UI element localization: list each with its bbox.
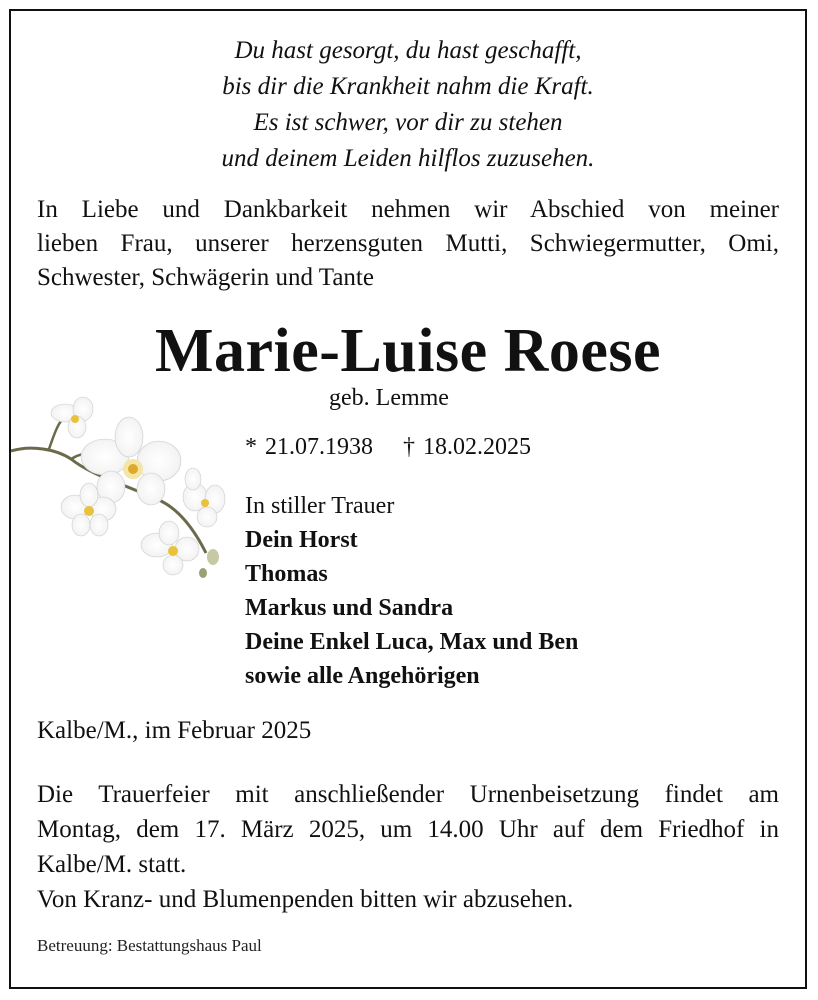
- mourner-name: Markus und Sandra: [245, 595, 454, 621]
- funeral-home-credit: Betreuung: Bestattungshaus Paul: [37, 936, 262, 955]
- poem-line: und deinem Leiden hilflos zuzusehen.: [221, 145, 595, 172]
- service-line: Kalbe/M. statt.: [37, 851, 187, 878]
- mourners-intro: In stiller Trauer: [245, 493, 395, 519]
- deceased-name: Marie-Luise Roese: [154, 317, 662, 385]
- intro-line: Schwester, Schwägerin und Tante: [37, 264, 374, 291]
- service-line: Von Kranz- und Blumenpenden bitten wir abzusehen.: [37, 886, 574, 913]
- service-line: Montag, dem 17. März 2025, um 14.00 Uhr auf dem Friedhof in: [37, 816, 779, 843]
- mourners: [245, 489, 578, 693]
- service-info: [37, 777, 779, 917]
- orchid-image: [11, 383, 226, 583]
- intro-line: In Liebe und Dankbarkeit nehmen wir Abschied von meiner: [37, 196, 779, 223]
- poem: [11, 33, 805, 177]
- obituary-notice: [9, 9, 807, 989]
- intro-line: lieben Frau, unserer herzensguten Mutti, Schwiegermutter, Omi,: [37, 230, 779, 257]
- place-date: Kalbe/M., im Februar 2025: [37, 717, 312, 744]
- poem-line: Du hast gesorgt, du hast geschafft,: [234, 37, 582, 64]
- intro-text: [37, 193, 779, 295]
- mourner-name: sowie alle Angehörigen: [245, 663, 480, 689]
- mourner-name: Dein Horst: [245, 527, 358, 553]
- birth-date: * 21.07.1938: [245, 434, 373, 460]
- maiden-name: geb. Lemme: [329, 385, 449, 411]
- mourner-name: Deine Enkel Luca, Max und Ben: [245, 629, 579, 655]
- life-dates: [245, 434, 531, 461]
- service-line: Die Trauerfeier mit anschließender Urnenbeisetzung findet am: [37, 781, 779, 808]
- poem-line: Es ist schwer, vor dir zu stehen: [253, 109, 563, 136]
- poem-line: bis dir die Krankheit nahm die Kraft.: [222, 73, 594, 100]
- death-date: † 18.02.2025: [403, 434, 531, 460]
- mourner-name: Thomas: [245, 561, 328, 587]
